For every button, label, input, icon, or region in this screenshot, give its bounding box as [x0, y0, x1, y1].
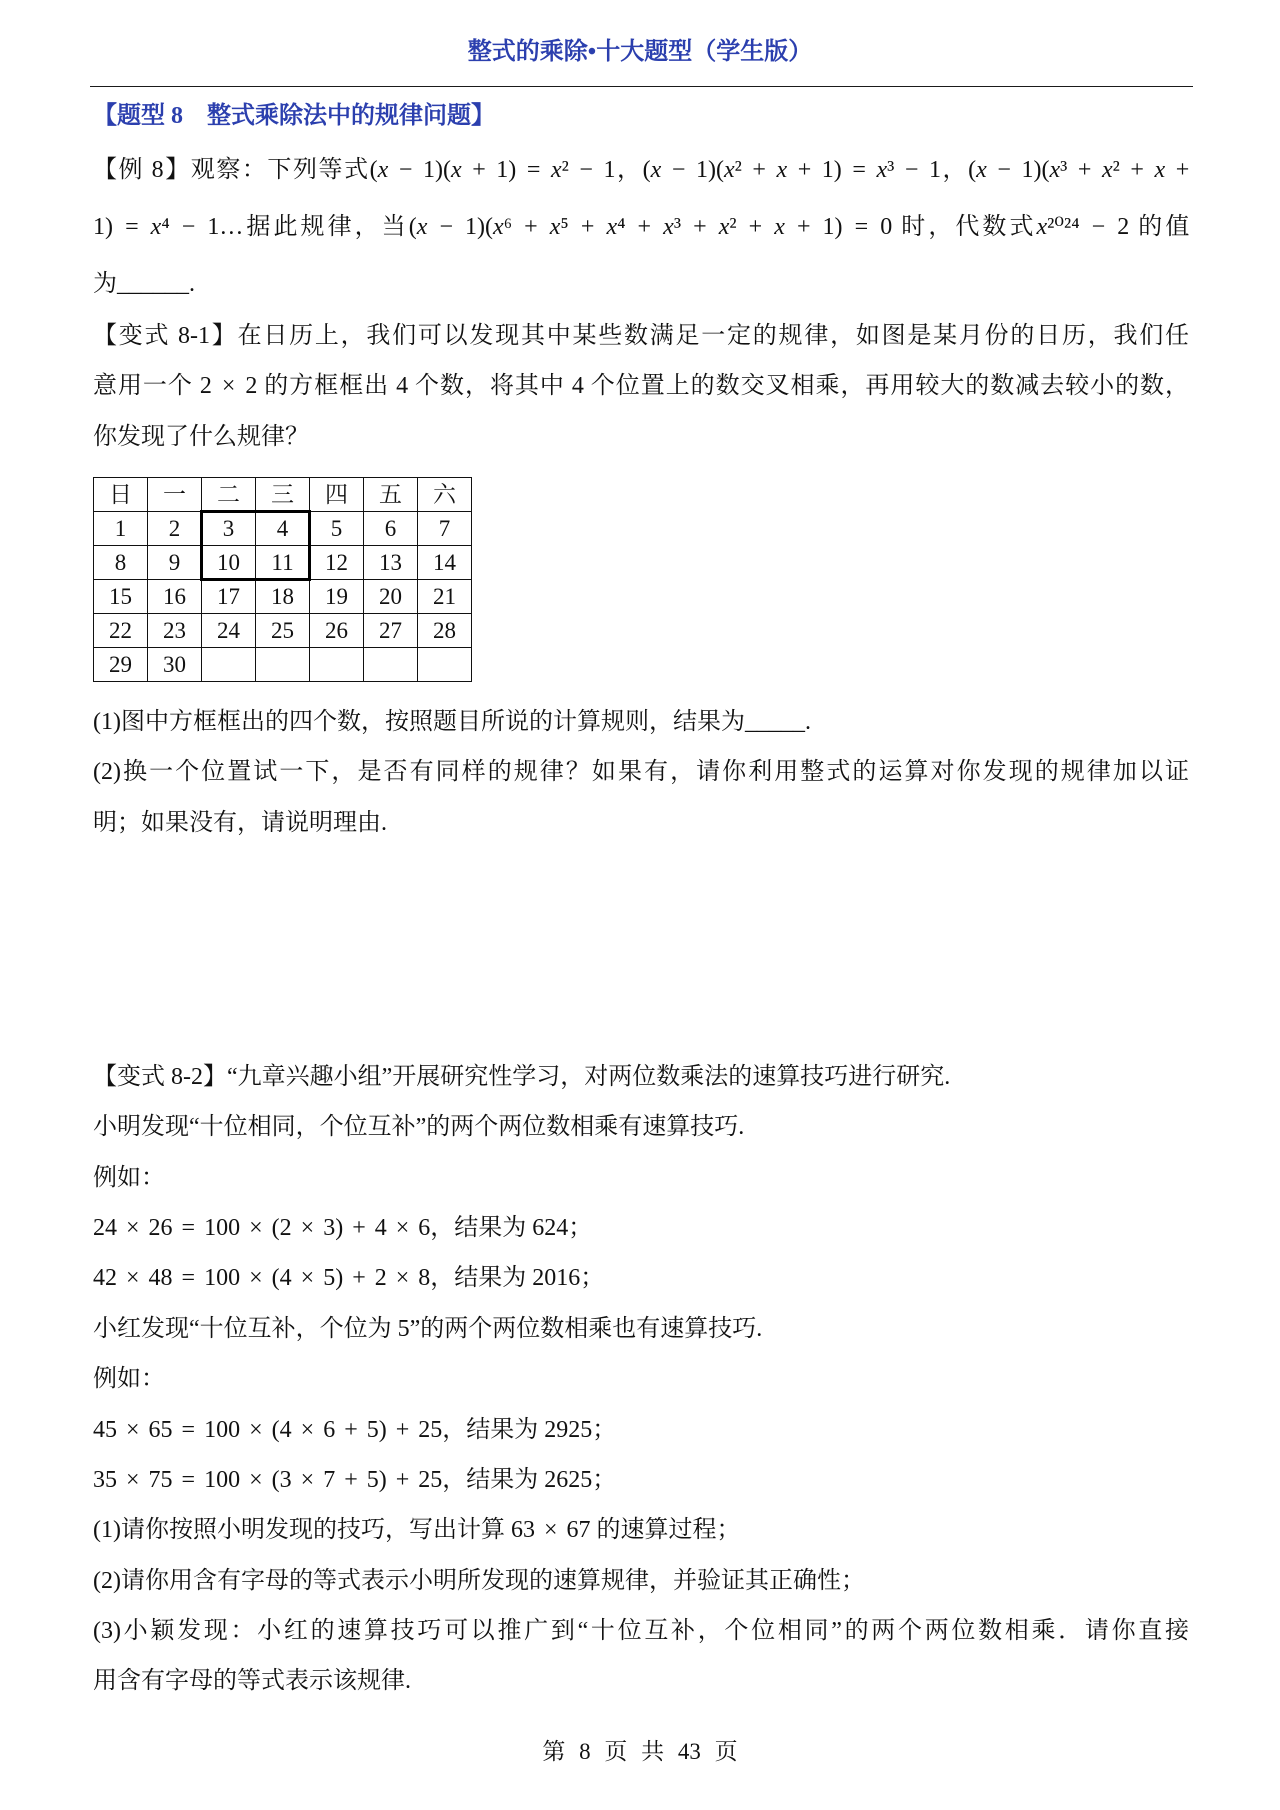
text-run: ， — [941, 157, 969, 183]
calendar-day-cell: 23 — [148, 614, 202, 648]
math-variable: x — [723, 157, 735, 183]
math-expression: 1) = x⁴ − 1 — [93, 214, 220, 240]
text-line — [93, 142, 1189, 199]
calendar-day-cell: 29 — [94, 648, 148, 682]
text-run: 意用一个 — [93, 373, 200, 400]
variant-8-1-questions — [93, 697, 1189, 848]
math-variable: x — [776, 157, 788, 183]
text-run: …据此规律，当 — [219, 214, 409, 240]
math-expression: 45 × 65 = 100 × (4 × 6 + 5) + 25 — [93, 1416, 443, 1443]
math-expression: 63 × 67 — [510, 1517, 591, 1544]
text-line — [93, 412, 1189, 462]
math-variable: x — [450, 157, 462, 183]
text-run: ， — [615, 157, 643, 183]
calendar-weekday-header: 五 — [364, 478, 418, 512]
calendar-weekday-header: 日 — [94, 478, 148, 512]
text-run: ，结果为 2925； — [442, 1416, 617, 1443]
example-label-2 — [93, 1354, 1189, 1404]
text-run: 小红发现“十位互补，个位为 5”的两个两位数相乘也有速算技巧. — [93, 1315, 763, 1342]
calendar-day-cell: 8 — [94, 546, 148, 580]
text-line — [93, 1153, 1189, 1203]
text-line — [93, 361, 1189, 411]
calendar-day-cell: 26 — [310, 614, 364, 648]
math-variable: x — [663, 214, 674, 240]
math-expression: 2 × 2 — [199, 373, 258, 400]
math-variable: x — [774, 214, 785, 240]
math-expression: (x − 1)(x + 1) = x² − 1 — [369, 157, 616, 183]
variant-8-2-intro — [93, 1052, 1189, 1102]
text-run: 时，代数式 — [892, 214, 1037, 240]
text-run: (3)小颖发现：小红的速算技巧可以推广到“十位互补，个位相同”的两个两位数相乘．请你直接 — [93, 1617, 1189, 1644]
text-line — [93, 1052, 1189, 1102]
calendar-day-cell: 1 — [94, 512, 148, 546]
calendar-weekday-header: 二 — [202, 478, 256, 512]
text-line — [93, 311, 1189, 361]
variant-8-2 — [93, 1052, 1189, 1707]
variant-8-2-question-3 — [93, 1606, 1189, 1707]
calendar-day-cell: 6 — [364, 512, 418, 546]
text-line — [93, 747, 1189, 797]
text-line — [93, 1102, 1189, 1152]
math-variable: x — [876, 157, 888, 183]
text-line — [93, 199, 1189, 256]
calendar-day-cell: 21 — [418, 580, 472, 614]
calendar-day-cell: 11 — [256, 546, 310, 580]
math-variable: x — [650, 157, 662, 183]
example-8 — [93, 142, 1189, 313]
text-run: 例如： — [93, 1164, 165, 1191]
calendar-day-cell: 10 — [202, 546, 256, 580]
calendar-day-cell: 30 — [148, 648, 202, 682]
calendar-grid — [93, 477, 472, 682]
text-run: ，结果为 2625； — [442, 1466, 617, 1493]
text-line — [93, 1606, 1189, 1656]
calendar-day-cell: 12 — [310, 546, 364, 580]
text-line — [93, 1253, 1189, 1303]
calendar-empty-cell — [256, 648, 310, 682]
calendar-day-cell: 2 — [148, 512, 202, 546]
text-run: 的速算过程； — [590, 1517, 741, 1544]
math-expression: 42 × 48 = 100 × (4 × 5) + 2 × 8 — [93, 1265, 431, 1292]
math-variable: x — [1101, 157, 1113, 183]
variant-8-1-question-2 — [93, 747, 1189, 848]
calendar-day-cell: 13 — [364, 546, 418, 580]
calendar-table — [93, 477, 472, 682]
math-variable: x — [416, 214, 428, 240]
math-expression: 35 × 75 = 100 × (3 × 7 + 5) + 25 — [93, 1466, 443, 1493]
math-variable: x — [606, 214, 618, 240]
variant-8-1-prompt — [93, 311, 1189, 462]
calendar-weekday-header: 六 — [418, 478, 472, 512]
calendar-day-cell: 17 — [202, 580, 256, 614]
text-line — [93, 1203, 1189, 1253]
calendar-day-cell: 4 — [256, 512, 310, 546]
text-line — [93, 1354, 1189, 1404]
text-line — [93, 1656, 1189, 1706]
math-expression: x²⁰²⁴ − 2 — [1036, 214, 1130, 240]
calendar-weekday-header: 一 — [148, 478, 202, 512]
text-line — [93, 256, 1189, 313]
text-run: 明；如果没有，请说明理由. — [93, 809, 387, 836]
math-variable: x — [718, 214, 730, 240]
text-run: 用含有字母的等式表示该规律. — [93, 1668, 411, 1695]
text-run: ，结果为 624； — [430, 1215, 593, 1242]
math-expression: 24 × 26 = 100 × (2 × 3) + 4 × 6 — [93, 1215, 431, 1242]
document-title: 整式的乘除•十大题型（学生版） — [467, 39, 813, 65]
text-line — [93, 798, 1189, 848]
text-run: 小明发现“十位相同，个位互补”的两个两位数相乘有速算技巧. — [93, 1114, 745, 1141]
xiaohong-finding — [93, 1304, 1189, 1354]
math-variable: x — [150, 214, 162, 240]
variant-8-1-question-1 — [93, 697, 1189, 747]
example-formula-1 — [93, 1203, 1189, 1253]
calendar-empty-cell — [418, 648, 472, 682]
calendar-weekday-header: 三 — [256, 478, 310, 512]
header-divider — [90, 86, 1193, 87]
text-run: 【例 8】观察：下列等式 — [93, 157, 370, 183]
text-run: (1)图中方框框出的四个数，按照题目所说的计算规则，结果为_____. — [93, 709, 811, 735]
calendar-day-cell: 27 — [364, 614, 418, 648]
calendar-day-cell: 20 — [364, 580, 418, 614]
text-run: (1)请你按照小明发现的技巧，写出计算 — [93, 1517, 511, 1544]
variant-8-2-question-1 — [93, 1505, 1189, 1555]
page-number-footer: 第 8 页 共 43 页 — [542, 1739, 738, 1764]
math-variable: x — [1154, 157, 1166, 183]
calendar-day-cell: 14 — [418, 546, 472, 580]
text-line — [93, 1505, 1189, 1555]
example-formula-3 — [93, 1405, 1189, 1455]
math-variable: x — [1049, 157, 1061, 183]
calendar-empty-cell — [310, 648, 364, 682]
calendar-day-cell: 9 — [148, 546, 202, 580]
example-formula-4 — [93, 1455, 1189, 1505]
calendar-empty-cell — [364, 648, 418, 682]
example-label-1 — [93, 1153, 1189, 1203]
math-variable: x — [1036, 214, 1048, 240]
math-expression: (x − 1)(x³ + x² + x + — [968, 157, 1190, 183]
math-variable: x — [549, 214, 561, 240]
text-run: 的值 — [1129, 214, 1190, 240]
text-run: 【变式 8-2】“九章兴趣小组”开展研究性学习，对两位数乘法的速算技巧进行研究. — [93, 1064, 951, 1090]
text-run: 【变式 8-1】在日历上，我们可以发现其中某些数满足一定的规律，如图是某月份的日历，我们任 — [93, 323, 1189, 349]
calendar-day-cell: 15 — [94, 580, 148, 614]
text-run: 的方框框出 4 个数，将其中 4 个位置上的数交叉相乘，再用较大的数减去较小的数， — [257, 373, 1190, 400]
xiaoming-finding — [93, 1102, 1189, 1152]
calendar-day-cell: 18 — [256, 580, 310, 614]
example-8-text — [93, 142, 1189, 313]
text-run: (2)请你用含有字母的等式表示小明所发现的速算规律，并验证其正确性； — [93, 1567, 865, 1594]
calendar-day-cell: 24 — [202, 614, 256, 648]
section-title: 【题型 8 整式乘除法中的规律问题】 — [93, 103, 495, 129]
text-line — [93, 697, 1189, 747]
calendar-day-cell: 7 — [418, 512, 472, 546]
variant-8-1 — [93, 311, 1189, 462]
text-line — [93, 1556, 1189, 1606]
calendar-day-cell: 5 — [310, 512, 364, 546]
calendar-empty-cell — [202, 648, 256, 682]
variant-8-2-question-2 — [93, 1556, 1189, 1606]
calendar-day-cell: 19 — [310, 580, 364, 614]
math-expression: (x − 1)(x² + x + 1) = x³ − 1 — [642, 157, 941, 183]
math-expression: (x − 1)(x⁶ + x⁵ + x⁴ + x³ + x² + x + 1) = 0 — [408, 214, 893, 240]
math-variable: x — [976, 157, 987, 183]
calendar-day-cell: 28 — [418, 614, 472, 648]
calendar-day-cell: 25 — [256, 614, 310, 648]
math-variable: x — [493, 214, 504, 240]
calendar-weekday-header: 四 — [310, 478, 364, 512]
math-variable: x — [377, 157, 389, 183]
calendar-day-cell: 22 — [94, 614, 148, 648]
math-variable: x — [550, 157, 562, 183]
calendar-day-cell: 16 — [148, 580, 202, 614]
text-run: 你发现了什么规律？ — [93, 423, 309, 450]
text-run: ，结果为 2016； — [430, 1265, 605, 1292]
calendar-day-cell: 3 — [202, 512, 256, 546]
text-line — [93, 1455, 1189, 1505]
text-line — [93, 1405, 1189, 1455]
example-formula-2 — [93, 1253, 1189, 1303]
text-run: 为______. — [93, 271, 195, 297]
text-run: 例如： — [93, 1366, 165, 1393]
text-line — [93, 1304, 1189, 1354]
text-run: (2)换一个位置试一下，是否有同样的规律？如果有，请你利用整式的运算对你发现的规律加以证 — [93, 759, 1189, 786]
